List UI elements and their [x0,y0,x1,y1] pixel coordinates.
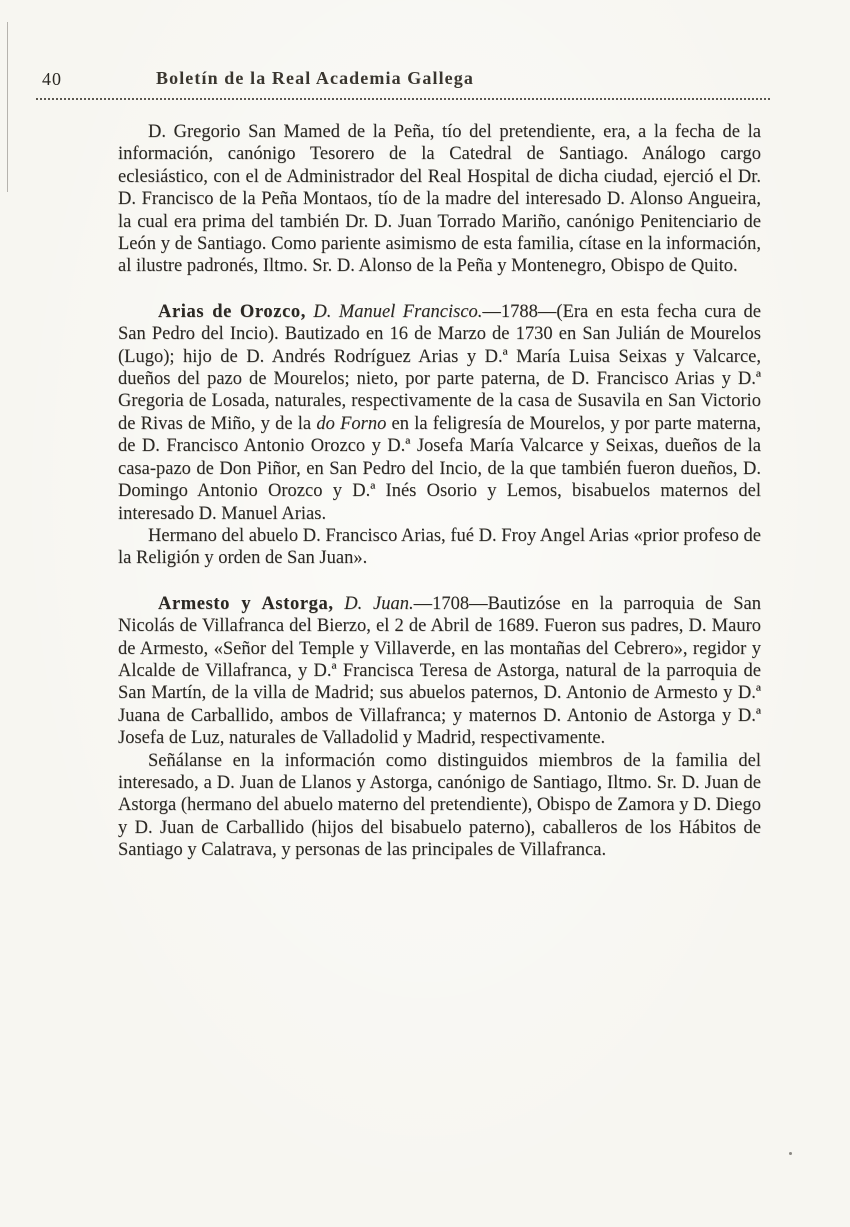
entry-heading: Arias de Orozco, [158,301,306,322]
entry-lead-paragraph [118,301,761,525]
intro-paragraph: D. Gregorio San Mamed de la Peña, tío del pretendiente, era, a la fecha de la información, canónigo Tesorero de la Catedral de Santiago. Análogo cargo eclesiástico, con el de Administrador del Real Hospital de dicha ciudad, ejerció el Dr. D. Francisco de la Peña Montaos, tío de la madre del interesado D. Alonso Angueira, la cual era prima del también Dr. D. Juan Torrado Mariño, canónigo Penitenciario de León y de Santiago. Como pariente asimismo de esta familia, cítase en la información, al ilustre padronés, Iltmo. Sr. D. Alonso de la Peña y Montenegro, Obispo de Quito. [118,122,761,277]
page-number: 40 [42,69,62,89]
entry-heading: Armesto y Astorga, [158,593,334,614]
entry-date: —1708— [413,593,488,614]
entry-lead-paragraph [118,593,761,750]
page-header [36,68,770,100]
entry-body-text: en la feligresía de Mourelos, y por parte materna, de D. Francisco Antonio Orozco y D.ª Josefa María Valcarce y Seixas, dueños de la casa-pazo de Don Piñor, en San Pedro del Incio, de la que también fueron dueños, D. Domingo Antonio Orozco y D.ª Inés Osorio y Lemos, bisabuelos maternos del interesado D. Manuel Arias. [118,413,761,524]
scan-edge-artifact [7,22,8,192]
entry-body-text: Bautizóse en la parroquia de San Nicolás de Villafranca del Bierzo, el 2 de Abril de 1689. Fueron sus padres, D. Mauro de Armesto, «Señor del Temple y Villaverde, en las montañas del Cebrero», regidor y Alcalde de Villafranca, y D.ª Francisca Teresa de Astorga, natural de la parroquia de San Martín, de la villa de Madrid; sus abuelos paternos, D. Antonio de Armesto y D.ª Juana de Carballido, ambos de Villafranca; y maternos D. Antonio de Astorga y D.ª Josefa de Luz, naturales de Valladolid y Madrid, respectivamente. [118,593,762,749]
entry-body-text: (Era en esta fecha cura de San Pedro del Incio). Bautizado en 16 de Marzo de 1730 en San Julián de Mourelos (Lugo); hijo de D. Andrés Rodríguez Arias y D.ª María Luisa Seixas y Valcarce, dueños del pazo de Mourelos; nieto, por parte paterna, de D. Francisco Arias y D.ª Gregoria de Losada, naturales, respectivamente de la casa de Susavila en San Victorio de Rivas de Miño, y de la [118,301,761,434]
page-body [118,121,761,862]
running-title: Boletín de la Real Academia Gallega [156,68,474,88]
entry-date: —1788— [482,301,557,322]
scan-speck-artifact [789,1152,792,1155]
entry-second-paragraph: Hermano del abuelo D. Francisco Arias, fué D. Froy Angel Arias «prior profeso de la Religión y orden de San Juan». [118,525,761,569]
entry-armesto-y-astorga [118,593,761,862]
entry-subject: D. Juan. [344,593,414,614]
entry-arias-de-orozco [118,301,761,570]
entry-italic-term: do Forno [316,413,387,434]
entry-second-paragraph: Señálanse en la información como distinguidos miembros de la familia del interesado, a D. Juan de Llanos y Astorga, canónigo de Santiago, Iltmo. Sr. D. Juan de Astorga (hermano del abuelo materno del pretendiente), Obispo de Zamora y D. Diego y D. Juan de Carballido (hijos del bisabuelo paterno), caballeros de los Hábitos de Santiago y Calatrava, y personas de las principales de Villafranca. [118,750,761,861]
entry-subject: D. Manuel Francisco. [313,301,483,322]
